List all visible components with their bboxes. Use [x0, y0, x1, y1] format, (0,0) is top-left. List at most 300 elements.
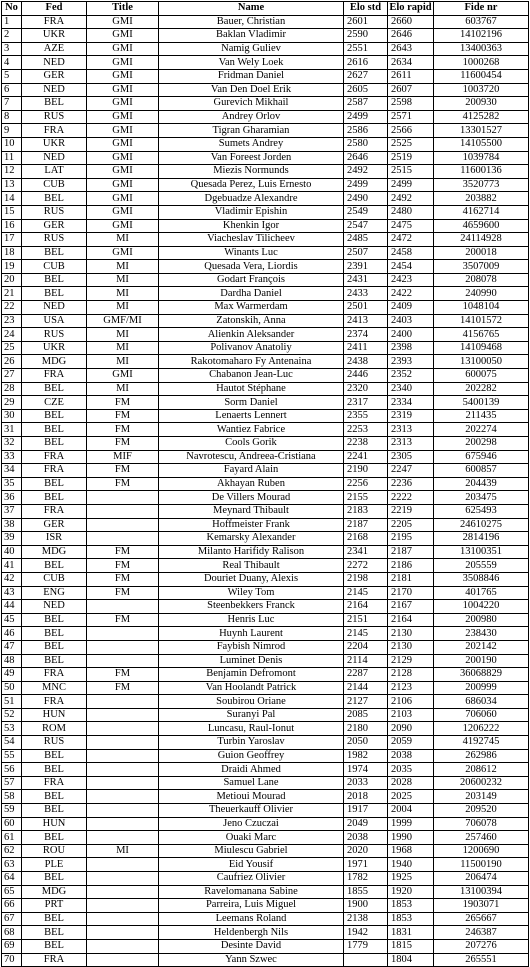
fide-nr-cell: 4162714 — [434, 205, 529, 219]
rank-cell: 23 — [2, 314, 22, 328]
rank-cell: 65 — [2, 885, 22, 899]
name-cell: Leemans Roland — [159, 912, 344, 926]
table-row — [2, 314, 529, 328]
fide-nr-cell: 208078 — [434, 273, 529, 287]
elo-rapid-cell: 2130 — [388, 627, 434, 641]
elo-std-cell: 2391 — [344, 260, 388, 274]
fed-cell: BEL — [22, 790, 87, 804]
fide-nr-cell: 257460 — [434, 831, 529, 845]
table-row — [2, 654, 529, 668]
elo-std-cell: 2551 — [344, 42, 388, 56]
elo-std-cell: 2050 — [344, 736, 388, 750]
fide-nr-cell: 208612 — [434, 763, 529, 777]
fed-cell: HUN — [22, 708, 87, 722]
elo-std-cell: 2256 — [344, 477, 388, 491]
name-cell: De Villers Mourad — [159, 491, 344, 505]
title-cell: GMI — [87, 369, 159, 383]
fide-nr-cell: 1206222 — [434, 722, 529, 736]
fide-nr-cell: 14102196 — [434, 29, 529, 43]
elo-rapid-cell: 2454 — [388, 260, 434, 274]
elo-rapid-cell: 2106 — [388, 695, 434, 709]
table-row — [2, 668, 529, 682]
rank-cell: 13 — [2, 178, 22, 192]
title-cell — [87, 600, 159, 614]
rank-cell: 56 — [2, 763, 22, 777]
rank-cell: 32 — [2, 437, 22, 451]
name-cell: Kemarsky Alexander — [159, 532, 344, 546]
title-cell: GMI — [87, 56, 159, 70]
elo-std-cell: 2549 — [344, 205, 388, 219]
table-row — [2, 260, 529, 274]
name-cell: Polivanov Anatoliy — [159, 341, 344, 355]
table-row — [2, 151, 529, 165]
title-cell: MI — [87, 260, 159, 274]
table-row — [2, 532, 529, 546]
fide-nr-cell: 600075 — [434, 369, 529, 383]
fide-nr-cell: 203149 — [434, 790, 529, 804]
elo-rapid-cell: 2313 — [388, 437, 434, 451]
table-row — [2, 165, 529, 179]
elo-rapid-cell: 2164 — [388, 613, 434, 627]
name-cell: Caufriez Olivier — [159, 872, 344, 886]
fide-nr-cell: 200999 — [434, 681, 529, 695]
elo-rapid-cell: 2403 — [388, 314, 434, 328]
title-cell: FM — [87, 613, 159, 627]
elo-rapid-cell: 1999 — [388, 817, 434, 831]
name-cell: Navrotescu, Andreea-Cristiana — [159, 450, 344, 464]
elo-rapid-cell: 2035 — [388, 763, 434, 777]
table-row — [2, 613, 529, 627]
title-cell — [87, 518, 159, 532]
fed-cell: UKR — [22, 341, 87, 355]
elo-rapid-cell: 2025 — [388, 790, 434, 804]
ranking-table — [1, 1, 529, 967]
elo-rapid-cell: 1831 — [388, 926, 434, 940]
elo-rapid-cell: 2499 — [388, 178, 434, 192]
rank-cell: 59 — [2, 804, 22, 818]
fide-nr-cell: 200190 — [434, 654, 529, 668]
elo-rapid-cell: 2611 — [388, 69, 434, 83]
rank-cell: 33 — [2, 450, 22, 464]
fed-cell: NED — [22, 56, 87, 70]
rank-cell: 34 — [2, 464, 22, 478]
table-row — [2, 423, 529, 437]
name-cell: Vladimir Epishin — [159, 205, 344, 219]
fide-nr-cell: 603767 — [434, 15, 529, 29]
elo-std-cell: 1855 — [344, 885, 388, 899]
rank-cell: 45 — [2, 613, 22, 627]
fide-nr-cell: 204439 — [434, 477, 529, 491]
header-elo-rapid: Elo rapid — [389, 2, 432, 14]
name-cell: Dgebuadze Alexandre — [159, 192, 344, 206]
name-cell: Turbin Yaroslav — [159, 736, 344, 750]
title-cell — [87, 763, 159, 777]
title-cell: GMI — [87, 192, 159, 206]
fide-nr-cell: 205559 — [434, 559, 529, 573]
table-row — [2, 749, 529, 763]
title-cell: FM — [87, 396, 159, 410]
fed-cell: BEL — [22, 246, 87, 260]
elo-std-cell: 2433 — [344, 287, 388, 301]
table-row — [2, 504, 529, 518]
rank-cell: 55 — [2, 749, 22, 763]
rank-cell: 70 — [2, 953, 22, 967]
title-cell: MI — [87, 328, 159, 342]
fide-nr-cell: 706078 — [434, 817, 529, 831]
elo-rapid-cell: 2352 — [388, 369, 434, 383]
elo-rapid-cell: 1920 — [388, 885, 434, 899]
ranking-table-container — [1, 1, 528, 967]
fide-nr-cell: 675946 — [434, 450, 529, 464]
table-row — [2, 491, 529, 505]
elo-rapid-cell: 2571 — [388, 110, 434, 124]
elo-std-cell: 2341 — [344, 545, 388, 559]
fed-cell: BEL — [22, 763, 87, 777]
elo-rapid-cell: 2103 — [388, 708, 434, 722]
name-cell: Dardha Daniel — [159, 287, 344, 301]
name-cell: Douriet Duany, Alexis — [159, 572, 344, 586]
name-cell: Lenaerts Lennert — [159, 409, 344, 423]
fide-nr-cell: 203882 — [434, 192, 529, 206]
elo-std-cell: 2355 — [344, 409, 388, 423]
elo-rapid-cell: 2566 — [388, 124, 434, 138]
table-row — [2, 912, 529, 926]
elo-std-cell: 2501 — [344, 301, 388, 315]
name-cell: Quesada Perez, Luis Ernesto — [159, 178, 344, 192]
table-row — [2, 559, 529, 573]
fed-cell: CZE — [22, 396, 87, 410]
elo-std-cell: 2431 — [344, 273, 388, 287]
elo-rapid-cell: 2186 — [388, 559, 434, 573]
title-cell: FM — [87, 464, 159, 478]
fed-cell: BEL — [22, 831, 87, 845]
fide-nr-cell: 200980 — [434, 613, 529, 627]
rank-cell: 41 — [2, 559, 22, 573]
rank-cell: 11 — [2, 151, 22, 165]
fide-nr-cell: 13400363 — [434, 42, 529, 56]
table-row — [2, 83, 529, 97]
fide-nr-cell: 20600232 — [434, 776, 529, 790]
name-cell: Jeno Czuczai — [159, 817, 344, 831]
title-cell: MI — [87, 273, 159, 287]
title-cell: FM — [87, 586, 159, 600]
title-cell — [87, 749, 159, 763]
header-elo-std: Elo std — [344, 2, 388, 16]
fed-cell: BEL — [22, 939, 87, 953]
elo-std-cell: 2605 — [344, 83, 388, 97]
title-cell — [87, 491, 159, 505]
table-row — [2, 736, 529, 750]
title-cell: GMI — [87, 219, 159, 233]
table-row — [2, 640, 529, 654]
rank-cell: 24 — [2, 328, 22, 342]
title-cell: GMI — [87, 165, 159, 179]
fed-cell: RUS — [22, 110, 87, 124]
fed-cell: ROM — [22, 722, 87, 736]
fed-cell: BEL — [22, 872, 87, 886]
name-cell: Desinte David — [159, 939, 344, 953]
elo-std-cell: 2586 — [344, 124, 388, 138]
elo-std-cell: 2180 — [344, 722, 388, 736]
name-cell: Tigran Gharamian — [159, 124, 344, 138]
table-row — [2, 124, 529, 138]
name-cell: Real Thibault — [159, 559, 344, 573]
title-cell — [87, 899, 159, 913]
title-cell: GMI — [87, 97, 159, 111]
rank-cell: 67 — [2, 912, 22, 926]
elo-std-cell: 2183 — [344, 504, 388, 518]
fed-cell: FRA — [22, 124, 87, 138]
name-cell: Ouaki Marc — [159, 831, 344, 845]
fide-nr-cell: 238430 — [434, 627, 529, 641]
elo-rapid-cell: 1940 — [388, 858, 434, 872]
elo-std-cell: 2272 — [344, 559, 388, 573]
title-cell: GMI — [87, 246, 159, 260]
elo-rapid-cell: 2313 — [388, 423, 434, 437]
fed-cell: BEL — [22, 382, 87, 396]
elo-rapid-cell: 2634 — [388, 56, 434, 70]
fide-nr-cell: 14109468 — [434, 341, 529, 355]
elo-std-cell: 2138 — [344, 912, 388, 926]
table-row — [2, 477, 529, 491]
table-row — [2, 450, 529, 464]
title-cell: GMI — [87, 178, 159, 192]
table-row — [2, 246, 529, 260]
elo-std-cell: 2168 — [344, 532, 388, 546]
name-cell: Luminet Denis — [159, 654, 344, 668]
table-row — [2, 885, 529, 899]
rank-cell: 39 — [2, 532, 22, 546]
fed-cell: ROU — [22, 844, 87, 858]
name-cell: Wantiez Fabrice — [159, 423, 344, 437]
name-cell: Yann Szwec — [159, 953, 344, 967]
fed-cell: RUS — [22, 736, 87, 750]
table-row — [2, 396, 529, 410]
name-cell: Hoffmeister Frank — [159, 518, 344, 532]
rank-cell: 46 — [2, 627, 22, 641]
name-cell: Zatonskih, Anna — [159, 314, 344, 328]
title-cell: GMI — [87, 83, 159, 97]
name-cell: Meynard Thibault — [159, 504, 344, 518]
name-cell: Henris Luc — [159, 613, 344, 627]
fide-nr-cell: 209520 — [434, 804, 529, 818]
table-row — [2, 831, 529, 845]
elo-std-cell: 2438 — [344, 355, 388, 369]
rank-cell: 57 — [2, 776, 22, 790]
fed-cell: FRA — [22, 450, 87, 464]
title-cell: MI — [87, 382, 159, 396]
rank-cell: 19 — [2, 260, 22, 274]
name-cell: Bauer, Christian — [159, 15, 344, 29]
fed-cell: BEL — [22, 437, 87, 451]
elo-rapid-cell: 2398 — [388, 341, 434, 355]
title-cell — [87, 654, 159, 668]
elo-rapid-cell: 2038 — [388, 749, 434, 763]
fide-nr-cell: 4659600 — [434, 219, 529, 233]
elo-rapid-cell: 2480 — [388, 205, 434, 219]
fide-nr-cell: 1039784 — [434, 151, 529, 165]
fide-nr-cell: 1000268 — [434, 56, 529, 70]
elo-std-cell: 2204 — [344, 640, 388, 654]
title-cell — [87, 708, 159, 722]
fide-nr-cell: 24610275 — [434, 518, 529, 532]
fide-nr-cell: 3508846 — [434, 572, 529, 586]
rank-cell: 36 — [2, 491, 22, 505]
rank-cell: 31 — [2, 423, 22, 437]
name-cell: Benjamin Defromont — [159, 668, 344, 682]
fed-cell: FRA — [22, 776, 87, 790]
table-row — [2, 437, 529, 451]
title-cell: GMI — [87, 137, 159, 151]
table-row — [2, 545, 529, 559]
rank-cell: 16 — [2, 219, 22, 233]
title-cell: GMI — [87, 29, 159, 43]
elo-rapid-cell: 2458 — [388, 246, 434, 260]
elo-rapid-cell: 2472 — [388, 233, 434, 247]
rank-cell: 62 — [2, 844, 22, 858]
table-row — [2, 600, 529, 614]
fed-cell: RUS — [22, 205, 87, 219]
title-cell: MI — [87, 355, 159, 369]
name-cell: Eid Yousif — [159, 858, 344, 872]
elo-rapid-cell: 2409 — [388, 301, 434, 315]
title-cell: FM — [87, 559, 159, 573]
fide-nr-cell: 265551 — [434, 953, 529, 967]
fed-cell: BEL — [22, 273, 87, 287]
rank-cell: 54 — [2, 736, 22, 750]
name-cell: Faybish Nimrod — [159, 640, 344, 654]
fed-cell: RUS — [22, 233, 87, 247]
table-row — [2, 763, 529, 777]
elo-rapid-cell: 2334 — [388, 396, 434, 410]
name-cell: Draidi Ahmed — [159, 763, 344, 777]
title-cell: GMI — [87, 110, 159, 124]
rank-cell: 9 — [2, 124, 22, 138]
fed-cell: FRA — [22, 668, 87, 682]
elo-std-cell: 2616 — [344, 56, 388, 70]
table-row — [2, 178, 529, 192]
name-cell: Wiley Tom — [159, 586, 344, 600]
elo-std-cell: 1782 — [344, 872, 388, 886]
elo-std-cell: 2238 — [344, 437, 388, 451]
table-row — [2, 29, 529, 43]
rank-cell: 47 — [2, 640, 22, 654]
fide-nr-cell: 11600136 — [434, 165, 529, 179]
fide-nr-cell: 625493 — [434, 504, 529, 518]
rank-cell: 15 — [2, 205, 22, 219]
elo-std-cell: 2317 — [344, 396, 388, 410]
rank-cell: 37 — [2, 504, 22, 518]
name-cell: Ravelomanana Sabine — [159, 885, 344, 899]
fide-nr-cell: 686034 — [434, 695, 529, 709]
name-cell: Cools Gorik — [159, 437, 344, 451]
elo-rapid-cell: 2004 — [388, 804, 434, 818]
elo-rapid-cell: 2187 — [388, 545, 434, 559]
fed-cell: BEL — [22, 192, 87, 206]
elo-std-cell: 2085 — [344, 708, 388, 722]
fide-nr-cell: 207276 — [434, 939, 529, 953]
fed-cell: GER — [22, 69, 87, 83]
fide-nr-cell: 265667 — [434, 912, 529, 926]
fide-nr-cell: 202282 — [434, 382, 529, 396]
name-cell: Rakotomaharo Fy Antenaina — [159, 355, 344, 369]
table-row — [2, 233, 529, 247]
table-row — [2, 939, 529, 953]
name-cell: Fridman Daniel — [159, 69, 344, 83]
header-title: Title — [87, 2, 159, 16]
elo-rapid-cell: 2170 — [388, 586, 434, 600]
title-cell — [87, 817, 159, 831]
title-cell — [87, 722, 159, 736]
rank-cell: 42 — [2, 572, 22, 586]
table-row — [2, 369, 529, 383]
fed-cell: BEL — [22, 491, 87, 505]
elo-std-cell: 2446 — [344, 369, 388, 383]
title-cell — [87, 872, 159, 886]
title-cell: FM — [87, 437, 159, 451]
elo-std-cell: 2374 — [344, 328, 388, 342]
name-cell: Theuerkauff Olivier — [159, 804, 344, 818]
elo-std-cell: 1917 — [344, 804, 388, 818]
elo-rapid-cell: 2607 — [388, 83, 434, 97]
table-row — [2, 627, 529, 641]
fide-nr-cell: 13100351 — [434, 545, 529, 559]
name-cell: Alienkin Aleksander — [159, 328, 344, 342]
elo-rapid-cell: 2525 — [388, 137, 434, 151]
fed-cell: PRT — [22, 899, 87, 913]
title-cell: GMI — [87, 124, 159, 138]
elo-rapid-cell: 2340 — [388, 382, 434, 396]
elo-rapid-cell: 2475 — [388, 219, 434, 233]
elo-rapid-cell: 2130 — [388, 640, 434, 654]
title-cell — [87, 804, 159, 818]
rank-cell: 60 — [2, 817, 22, 831]
title-cell: FM — [87, 681, 159, 695]
fed-cell: USA — [22, 314, 87, 328]
table-row — [2, 328, 529, 342]
fide-nr-cell: 13301527 — [434, 124, 529, 138]
rank-cell: 44 — [2, 600, 22, 614]
fide-nr-cell: 401765 — [434, 586, 529, 600]
table-row — [2, 56, 529, 70]
rank-cell: 63 — [2, 858, 22, 872]
fide-nr-cell: 1200690 — [434, 844, 529, 858]
fed-cell: BEL — [22, 97, 87, 111]
title-cell — [87, 912, 159, 926]
table-row — [2, 572, 529, 586]
elo-std-cell: 2492 — [344, 165, 388, 179]
table-row — [2, 708, 529, 722]
fed-cell: MDG — [22, 885, 87, 899]
elo-std-cell: 2580 — [344, 137, 388, 151]
fed-cell: CUB — [22, 572, 87, 586]
elo-std-cell: 2601 — [344, 15, 388, 29]
fide-nr-cell: 14105500 — [434, 137, 529, 151]
table-row — [2, 97, 529, 111]
table-row — [2, 287, 529, 301]
name-cell: Milanto Harifidy Ralison — [159, 545, 344, 559]
title-cell — [87, 831, 159, 845]
fed-cell: FRA — [22, 464, 87, 478]
table-row — [2, 681, 529, 695]
name-cell: Fayard Alain — [159, 464, 344, 478]
fed-cell: BEL — [22, 926, 87, 940]
fed-cell: NED — [22, 301, 87, 315]
fed-cell: CUB — [22, 260, 87, 274]
name-cell: Godart François — [159, 273, 344, 287]
table-row — [2, 341, 529, 355]
fed-cell: BEL — [22, 804, 87, 818]
